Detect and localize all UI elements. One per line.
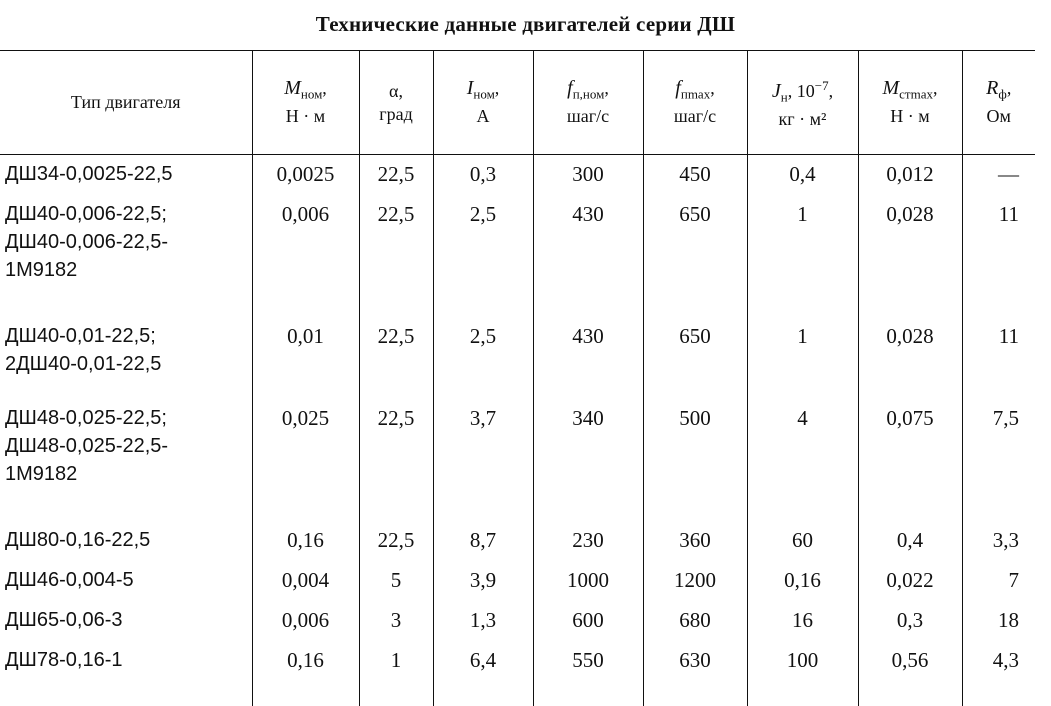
motor-specs-table (0, 50, 1035, 706)
header-f-nom: $f_{п,ном}$, шаг/с (533, 51, 643, 155)
motor-type-line: ДШ34-0,0025-22,5 (5, 163, 173, 185)
header-f-max-symbol: f (675, 76, 681, 99)
cell-i-nom: 6,4 (433, 641, 533, 706)
cell-f-max: 450 (643, 155, 747, 195)
header-row (0, 51, 1035, 155)
cell-f-nom: 600 (533, 601, 643, 641)
cell-motor-type (0, 561, 252, 601)
cell-f-max: 650 (643, 195, 747, 317)
motor-type-line: ДШ65-0,06-3 (5, 608, 123, 631)
motor-type-line: ДШ78-0,16-1 (5, 648, 123, 671)
cell-i-nom: 3,7 (433, 399, 533, 521)
header-m-st-symbol: M (882, 76, 900, 99)
table-row (0, 601, 1035, 641)
cell-f-max: 500 (643, 399, 747, 521)
cell-m-st: 0,4 (858, 521, 962, 561)
header-f-nom-sub: п,ном (572, 86, 605, 102)
table-row (0, 317, 1035, 399)
cell-r: — (962, 155, 1035, 195)
cell-m-st: 0,022 (858, 561, 962, 601)
cell-m-nom: 0,004 (252, 561, 359, 601)
cell-i-nom: 2,5 (433, 195, 533, 317)
header-f-nom-symbol: f (567, 76, 573, 99)
cell-i-nom: 2,5 (433, 317, 533, 399)
cell-m-nom: 0,16 (252, 641, 359, 706)
header-j-scale: 10 (796, 80, 815, 101)
cell-motor-type (0, 317, 252, 399)
header-alpha-unit: град (379, 103, 413, 124)
table-body (0, 155, 1035, 706)
motor-type-line: ДШ48-0,025-22,5- (5, 434, 169, 457)
cell-f-max: 650 (643, 317, 747, 399)
cell-r: 11 (962, 317, 1035, 399)
cell-alpha: 22,5 (359, 155, 433, 195)
header-alpha-symbol: α, (389, 80, 403, 101)
cell-motor-type (0, 399, 252, 521)
cell-alpha: 5 (359, 561, 433, 601)
header-r-unit: Ом (986, 106, 1011, 127)
cell-i-nom: 0,3 (433, 155, 533, 195)
table-row (0, 155, 1035, 195)
header-i-nom-sub: ном (473, 86, 495, 102)
header-j: $J_н$, $10^{-7}$, кг · м² (747, 51, 858, 155)
header-alpha (359, 51, 433, 155)
header-m-st: $M_{стmax}$, Н · м (858, 51, 962, 155)
cell-f-nom: 430 (533, 195, 643, 317)
cell-f-max: 680 (643, 601, 747, 641)
cell-f-nom: 340 (533, 399, 643, 521)
cell-f-nom: 230 (533, 521, 643, 561)
cell-j: 0,16 (747, 561, 858, 601)
header-m-nom-sub: ном (300, 86, 323, 102)
cell-motor-type (0, 521, 252, 561)
cell-r: 7,5 (962, 399, 1035, 521)
motor-type-line: ДШ40-0,006-22,5- (5, 230, 169, 253)
header-i-nom: $I_{ном}$, А (433, 51, 533, 155)
cell-f-nom: 430 (533, 317, 643, 399)
cell-i-nom: 3,9 (433, 561, 533, 601)
cell-f-nom: 550 (533, 641, 643, 706)
header-type (0, 51, 252, 155)
table-row (0, 561, 1035, 601)
cell-j: 16 (747, 601, 858, 641)
header-type-label: Тип двигателя (70, 92, 181, 112)
cell-f-max: 1200 (643, 561, 747, 601)
table-row (0, 521, 1035, 561)
header-m-nom-symbol: M (284, 76, 301, 99)
header-i-nom-symbol: I (466, 76, 474, 99)
motor-type-line: ДШ80-0,16-22,5 (5, 528, 151, 551)
header-j-symbol: J (771, 79, 781, 102)
header-m-nom: $M_{ном}$, Н · м (252, 51, 359, 155)
cell-r: 7 (962, 561, 1035, 601)
header-r-symbol: R (986, 76, 999, 99)
table-title: Технические данные двигателей серии ДШ (315, 12, 736, 36)
cell-alpha: 3 (359, 601, 433, 641)
cell-m-nom: 0,0025 (252, 155, 359, 195)
cell-r: 11 (962, 195, 1035, 317)
cell-alpha: 1 (359, 641, 433, 706)
motor-type-line: 2ДШ40-0,01-22,5 (5, 352, 162, 375)
motor-type-line: ДШ40-0,006-22,5; (5, 202, 167, 225)
cell-m-st: 0,075 (858, 399, 962, 521)
motor-type-line: ДШ48-0,025-22,5; (5, 406, 167, 429)
cell-j: 0,4 (747, 155, 858, 195)
header-j-sub: н (780, 89, 788, 105)
cell-j: 1 (747, 195, 858, 317)
cell-alpha: 22,5 (359, 521, 433, 561)
cell-i-nom: 1,3 (433, 601, 533, 641)
cell-m-nom: 0,006 (252, 601, 359, 641)
motor-type-line: 1М9182 (5, 462, 78, 485)
cell-m-st: 0,028 (858, 317, 962, 399)
cell-r: 18 (962, 601, 1035, 641)
header-f-nom-unit: шаг/с (566, 106, 610, 127)
cell-j: 100 (747, 641, 858, 706)
cell-motor-type (0, 195, 252, 317)
cell-r: 4,3 (962, 641, 1035, 706)
cell-m-nom: 0,16 (252, 521, 359, 561)
cell-j: 4 (747, 399, 858, 521)
header-r-sub: ф (998, 86, 1007, 102)
cell-m-st: 0,3 (858, 601, 962, 641)
cell-m-st: 0,028 (858, 195, 962, 317)
cell-motor-type (0, 601, 252, 641)
header-m-nom-unit: Н · м (285, 106, 326, 127)
cell-r: 3,3 (962, 521, 1035, 561)
cell-motor-type (0, 641, 252, 706)
motor-type-line: ДШ40-0,01-22,5; (5, 324, 156, 347)
cell-alpha: 22,5 (359, 399, 433, 521)
cell-f-max: 360 (643, 521, 747, 561)
cell-i-nom: 8,7 (433, 521, 533, 561)
cell-j: 60 (747, 521, 858, 561)
table-row (0, 195, 1035, 317)
cell-f-max: 630 (643, 641, 747, 706)
table-row (0, 399, 1035, 521)
motor-type-line: 1М9182 (5, 258, 78, 281)
header-f-max-sub: пmax (680, 86, 711, 102)
motor-type-line: ДШ46-0,004-5 (5, 568, 134, 591)
cell-alpha: 22,5 (359, 317, 433, 399)
cell-m-nom: 0,01 (252, 317, 359, 399)
header-i-nom-unit: А (476, 106, 490, 127)
table-row (0, 641, 1035, 706)
cell-f-nom: 1000 (533, 561, 643, 601)
header-f-max-unit: шаг/с (673, 106, 717, 127)
cell-j: 1 (747, 317, 858, 399)
cell-motor-type (0, 155, 252, 195)
header-j-exp: −7 (814, 77, 829, 93)
cell-m-nom: 0,006 (252, 195, 359, 317)
header-m-st-sub: стmax (899, 86, 933, 102)
header-r: $R_ф$, Ом (962, 51, 1035, 155)
header-m-st-unit: Н · м (890, 106, 930, 127)
cell-alpha: 22,5 (359, 195, 433, 317)
header-j-unit: кг · м² (778, 109, 827, 130)
header-f-max: $f_{пmax}$, шаг/с (643, 51, 747, 155)
cell-f-nom: 300 (533, 155, 643, 195)
cell-m-st: 0,56 (858, 641, 962, 706)
cell-m-nom: 0,025 (252, 399, 359, 521)
cell-m-st: 0,012 (858, 155, 962, 195)
